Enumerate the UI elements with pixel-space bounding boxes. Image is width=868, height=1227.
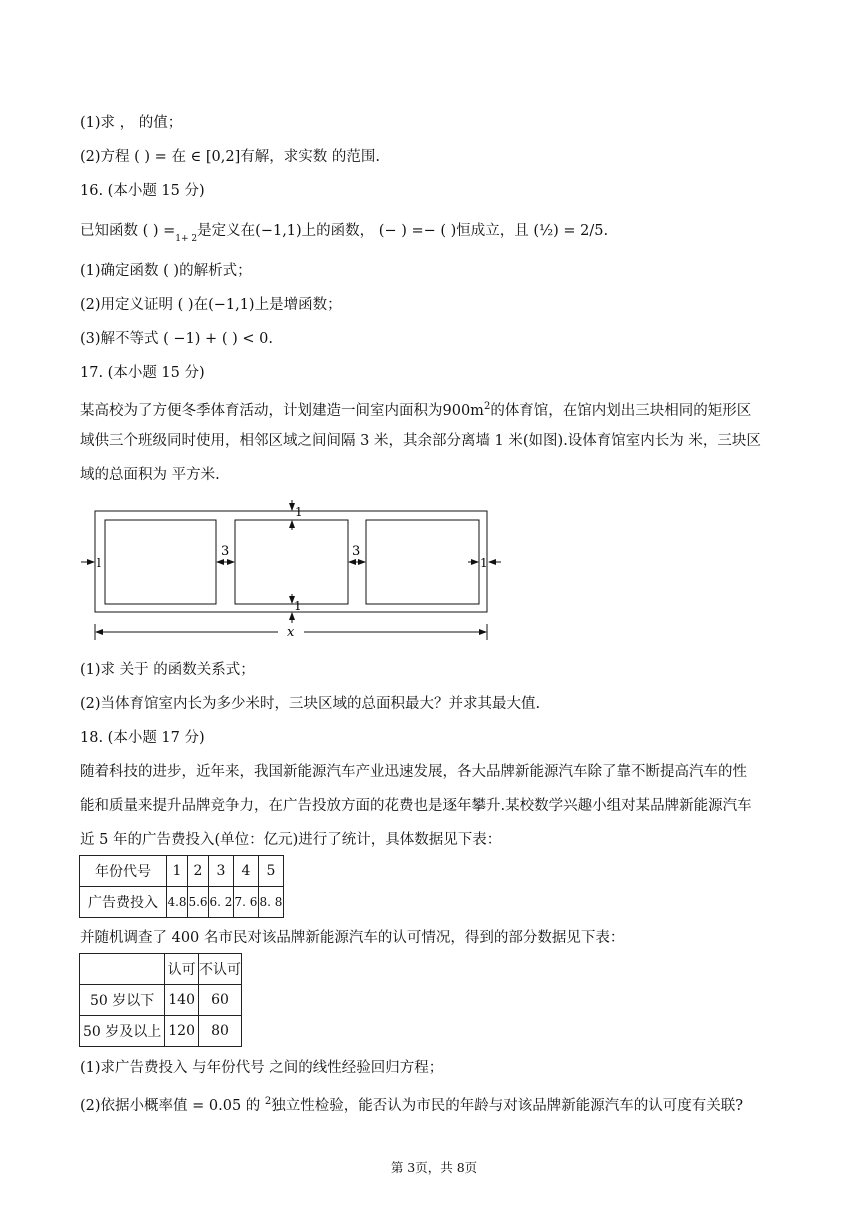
question-18-part2: [80, 1092, 743, 1116]
stem-text-b: 的体育馆，在馆内划出三块相同的矩形区: [490, 403, 752, 419]
table-cell: 140: [165, 985, 199, 1016]
page-footer: 第 3页，共 8页: [390, 1160, 478, 1175]
label-1-left: l: [97, 556, 101, 570]
stem-text-a: 已知函数 ( ) =: [80, 223, 176, 239]
part2-text-a: (2)依据小概率值 = 0.05 的: [80, 1098, 265, 1114]
question-18-part1: (1)求广告费投入 与年份代号 之间的线性经验回归方程；: [80, 1060, 444, 1076]
region-2: [235, 520, 348, 604]
table-cell: 60: [199, 985, 242, 1016]
superscript: 2: [483, 401, 491, 412]
label-1-top: 1: [295, 505, 303, 519]
label-1-right: 1: [480, 556, 488, 570]
table-cell: [80, 954, 165, 985]
question-15-part2: (2)方程 ( ) = 在 ∈ [0,2]有解，求实数 的范围.: [80, 149, 380, 165]
fraction-denominator: 1+ 2: [175, 234, 198, 244]
table-cell: 年份代号: [80, 856, 167, 887]
table-cell: 50 岁及以上: [80, 1016, 165, 1047]
question-17-stem-line2: 域供三个班级同时使用，相邻区域之间间隔 3 米，其余部分离墙 1 米(如图).设体育馆室内长为 米，三块区: [80, 433, 761, 449]
table-cell: 3: [209, 856, 234, 887]
table-row: [80, 954, 242, 985]
table-row: [80, 887, 284, 918]
label-3-left: 3: [221, 544, 230, 559]
question-17-stem-line3: 域的总面积为 平方米.: [80, 467, 220, 483]
question-18-title: 18. (本小题 17 分): [80, 730, 205, 746]
label-3-right: 3: [352, 544, 361, 559]
part2-text-b: 独立性检验，能否认为市民的年龄与对该品牌新能源汽车的认可度有关联?: [271, 1098, 744, 1114]
label-1-bottom: 1: [294, 599, 302, 613]
table-cell: 120: [165, 1016, 199, 1047]
table-row: [80, 985, 242, 1016]
question-16-title: 16. (本小题 15 分): [80, 183, 205, 199]
question-15-part1: (1)求 ， 的值；: [80, 115, 183, 131]
question-17-title: 17. (本小题 15 分): [80, 365, 205, 381]
table-cell: 80: [199, 1016, 242, 1047]
question-17-part1: (1)求 关于 的函数关系式；: [80, 662, 255, 678]
stem-text-a: 某高校为了方便冬季体育活动，计划建造一间室内面积为900m: [80, 403, 484, 419]
gym-layout-diagram: [78, 500, 508, 650]
table-cell: 50 岁以下: [80, 985, 165, 1016]
question-16-part1: (1)确定函数 ( )的解析式；: [80, 263, 252, 279]
label-x: x: [287, 625, 295, 640]
question-18-stem-line4: 并随机调查了 400 名市民对该品牌新能源汽车的认可情况，得到的部分数据见下表：: [80, 930, 625, 946]
region-1: [105, 520, 216, 604]
question-16-part3: (3)解不等式 ( −1) + ( ) < 0.: [80, 331, 273, 347]
table-cell: 广告费投入: [80, 887, 167, 918]
table-cell: 7. 6: [234, 887, 259, 918]
superscript: 2: [264, 1096, 272, 1107]
question-18-stem-line1: 随着科技的进步，近年来，我国新能源汽车产业迅速发展，各大品牌新能源汽车除了靠不断提高汽车的性: [80, 764, 747, 780]
question-18-stem-line3: 近 5 年的广告费投入(单位：亿元)进行了统计，具体数据见下表：: [80, 832, 502, 848]
question-16-stem: [80, 221, 608, 249]
ad-spend-table: [79, 855, 284, 918]
table-cell: 8. 8: [259, 887, 284, 918]
table-cell: 6. 2: [209, 887, 234, 918]
table-cell: 1: [167, 856, 188, 887]
table-cell: 5.6: [188, 887, 209, 918]
survey-table: [79, 953, 242, 1047]
table-cell: 2: [188, 856, 209, 887]
table-row: [80, 856, 284, 887]
table-cell: 5: [259, 856, 284, 887]
gym-outer-wall: [95, 511, 487, 612]
question-17-part2: (2)当体育馆室内长为多少米时，三块区域的总面积最大？并求其最大值.: [80, 696, 541, 712]
table-cell: 4.8: [167, 887, 188, 918]
table-cell: 不认可: [199, 954, 242, 985]
table-row: [80, 1016, 242, 1047]
table-cell: 4: [234, 856, 259, 887]
question-18-stem-line2: 能和质量来提升品牌竞争力，在广告投放方面的花费也是逐年攀升.某校数学兴趣小组对某品牌新能源汽车: [80, 798, 752, 814]
question-16-part2: (2)用定义证明 ( )在(−1,1)上是增函数；: [80, 297, 342, 313]
question-17-stem-line1: [80, 397, 751, 421]
region-3: [366, 520, 479, 604]
stem-text-b: 是定义在(−1,1)上的函数， (− ) =− ( )恒成立，且 (½) = 2/5.: [197, 223, 609, 239]
table-cell: 认可: [165, 954, 199, 985]
